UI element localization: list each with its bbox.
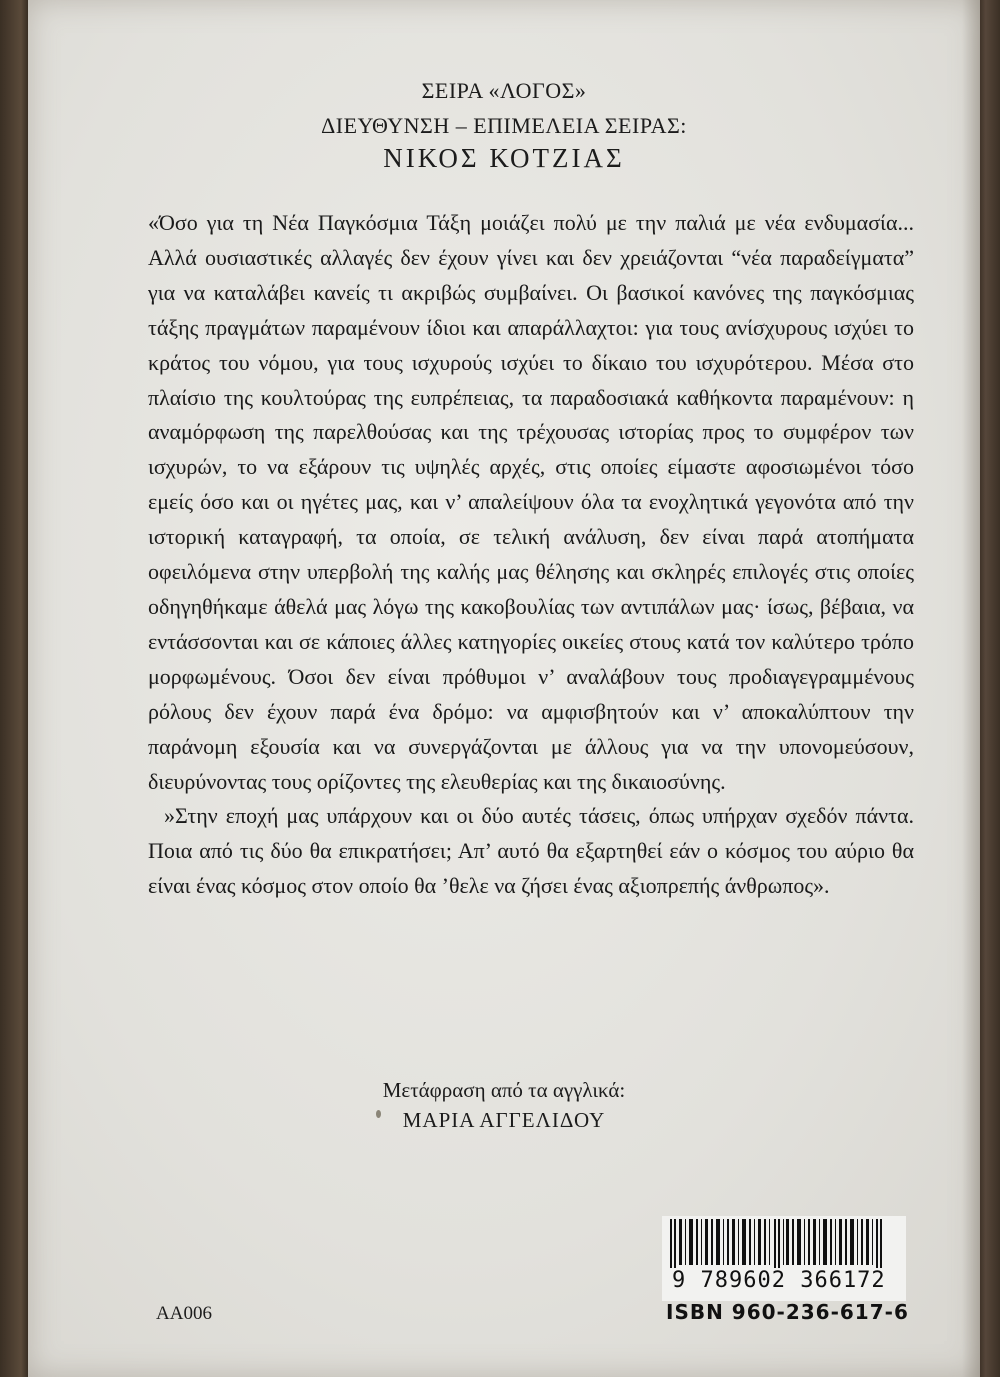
barcode-number: 9 789602 366172 (668, 1268, 890, 1293)
blurb-paragraph-1: «Όσο για τη Νέα Παγκόσμια Τάξη μοιάζει πολύ με την παλιά με νέα ενδυμασία... Αλλά ουσιαστικές αλλαγές δεν έχουν γίνει και δεν χρειάζονται “νέα παραδείγματα” για να καταλάβει κανείς τι ακριβώς συμβαίνει. Οι βασικοί κανόνες της παγκόσμιας τάξης πραγμάτων παραμένουν ίδιοι και απαράλλαχτοι: για τους ανίσχυρους ισχύει το κράτος του νόμου, για τους ισχυρούς ισχύει το δίκαιο του ισχυρότερου. Μέσα στο πλαίσιο της κουλτούρας της ευπρέπειας, τα παραδοσιακά καθήκοντα παραμένουν: η αναμόρφωση της παρελθούσας και της τρέχουσας ιστορίας προς το συμφέρον των ισχυρών, το να εξάρουν τις υψηλές αρχές, στις οποίες είμαστε αφοσιωμένοι τόσο εμείς όσο και οι ηγέτες μας, και ν’ απαλείψουν όλα τα ενοχλητικά γεγονότα από την ιστορική καταγραφή, τα οποία, σε τελική ανάλυση, δεν είναι παρά ατοπήματα οφειλόμενα στην υπερβολή της καλής μας θέλησης και σκληρές επιλογές στις οποίες οδηγηθήκαμε άθελά μας λόγω της κακοβουλίας των αντιπάλων μας· ίσως, βέβαια, να εντάσσονται και σε κάποιες άλλες κατηγορίες οικείες στους κατά τον καλύτερο τρόπο μορφωμένους. Όσοι δεν είναι πρόθυμοι ν’ αναλάβουν τους προδιαγεγραμμένους ρόλους δεν έχουν παρά ένα δρόμο: να αμφισβητούν και ν’ αποκαλύπτουν την παράνομη εξουσία και να συνεργάζονται με άλλους για να την υπονομεύσουν, διευρύνοντας τους ορίζοντες της ελευθερίας και της δικαιοσύνης. (148, 210, 914, 794)
blurb-text (148, 206, 914, 904)
series-direction-label: ΔΙΕΥΘΥΝΣΗ – ΕΠΙΜΕΛΕΙΑ ΣΕΙΡΑΣ: (321, 113, 687, 138)
book-back-cover (28, 0, 980, 1377)
series-title: ΣΕΙΡΑ «ΛΟΓΟΣ» (421, 78, 587, 103)
background-wood-left (0, 0, 30, 1377)
catalog-code: ΑΑ006 (156, 1303, 212, 1324)
barcode-icon (666, 1219, 902, 1271)
cover-edge-shadow (962, 0, 980, 1377)
isbn-number: ISBN 960-236-617-6 (666, 1300, 909, 1324)
series-editor-name: ΝΙΚΟΣ ΚΟΤΖΙΑΣ (383, 143, 625, 173)
blurb-paragraph-2: »Στην εποχή μας υπάρχουν και οι δύο αυτές τάσεις, όπως υπήρχαν σχεδόν πάντα. Ποια από τις δύο θα επικρατήσει; Απ’ αυτό θα εξαρτηθεί εάν ο κόσμος του αύριο θα είναι ένας κόσμος στον οποίο θα ’θελε να ζήσει ένας αξιοπρεπής άνθρωπος». (148, 803, 914, 899)
translation-label: Μετάφραση από τα αγγλικά: (382, 1078, 626, 1102)
translator-name: ΜΑΡΙΑ ΑΓΓΕΛΙΔΟΥ (402, 1108, 606, 1132)
paper-speck (376, 1110, 381, 1118)
